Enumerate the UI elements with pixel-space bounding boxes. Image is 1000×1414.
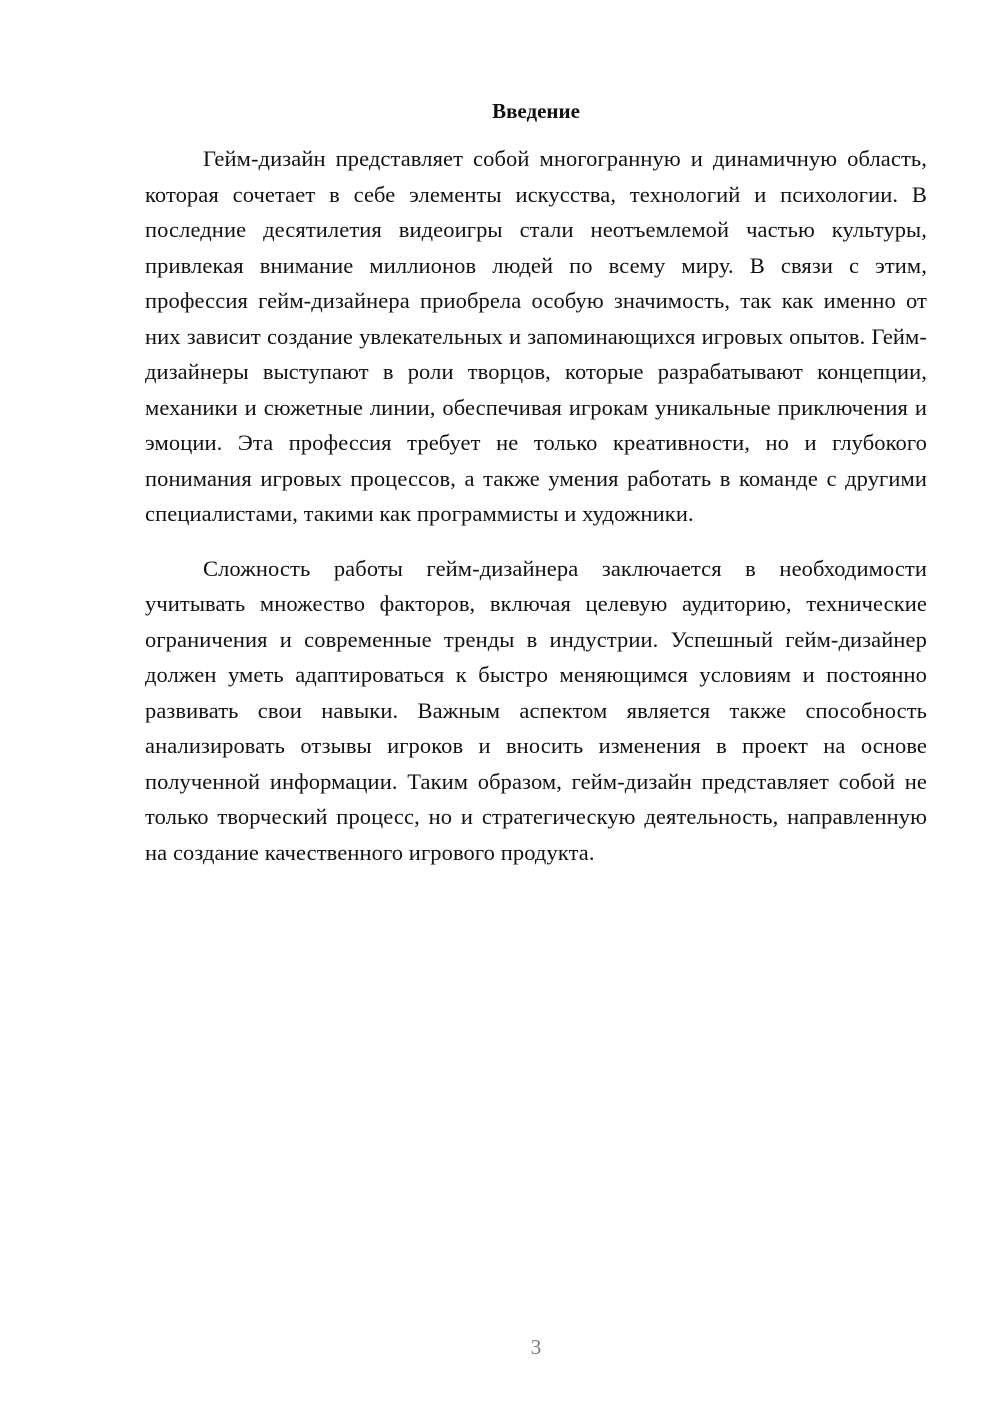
paragraph-1: Гейм-дизайн представляет собой многогранную и динамичную область, которая сочетает в себе элементы искусства, технологий и психологии. В последние десятилетия видеоигры стали неотъемлемой частью культуры, привлекая внимание миллионов людей по всему миру. В связи с этим, профессия гейм-дизайнера приобрела особую значимость, так как именно от них зависит создание увлекательных и запоминающихся игровых опытов. Гейм-дизайнеры выступают в роли творцов, которые разрабатывают концепции, механики и сюжетные линии, обеспечивая игрокам уникальные приключения и эмоции. Эта профессия требует не только креативности, но и глубокого понимания игровых процессов, а также умения работать в команде с другими специалистами, такими как программисты и художники. [145, 146, 927, 526]
page-title: Введение [492, 99, 580, 123]
page-number: 3 [530, 1335, 542, 1359]
paragraph-2: Сложность работы гейм-дизайнера заключается в необходимости учитывать множество факторов, включая целевую аудиторию, технические ограничения и современные тренды в индустрии. Успешный гейм-дизайнер должен уметь адаптироваться к быстро меняющимся условиям и постоянно развивать свои навыки. Важным аспектом является также способность анализировать отзывы игроков и вносить изменения в проект на основе полученной информации. Таким образом, гейм-дизайн представляет собой не только творческий процесс, но и стратегическую деятельность, направленную на создание качественного игрового продукта. [145, 555, 927, 865]
body-text [145, 141, 927, 870]
